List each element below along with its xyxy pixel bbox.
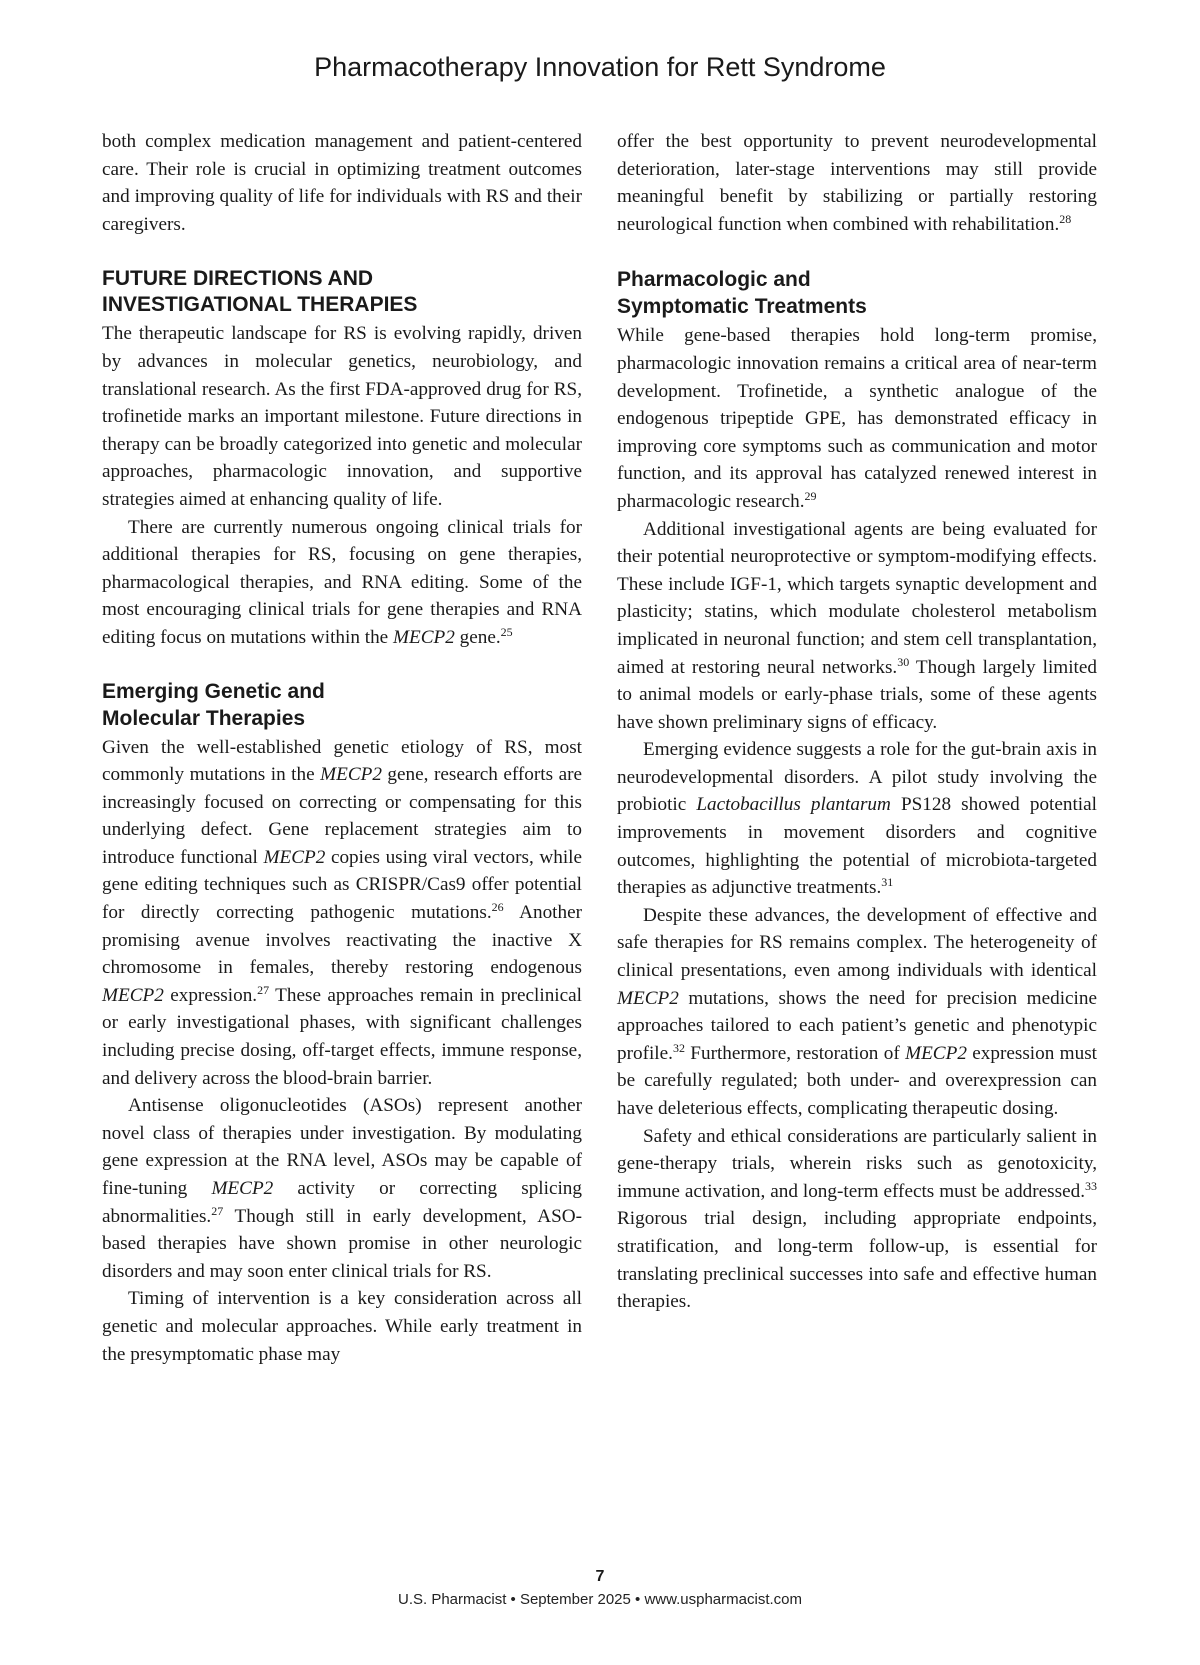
left-column [102, 128, 582, 1368]
reference-26: 26 [491, 900, 504, 915]
subheading-genetic-therapies: Emerging Genetic and Molecular Therapies [102, 679, 325, 730]
running-title: Pharmacotherapy Innovation for Rett Syndrome [314, 52, 886, 82]
reference-27: 27 [257, 982, 270, 997]
reference-31: 31 [881, 875, 894, 890]
paragraph-despite: Despite these advances, the development of effective and safe therapies for RS remains complex. The heterogeneity of clinical presentations, even among individuals with identical MECP2 mutations, shows the need for precision medicine approaches tailored to each patient’s genetic and phenotypic profile.$^{32}$ Furthermore, restoration of MECP2 expression must be carefully regulated; both under- and overexpression can have deleterious effects, complicating therapeutic dosing. [617, 904, 1097, 1119]
right-column [617, 128, 1097, 1316]
paragraph-trials: There are currently numerous ongoing clinical trials for additional therapies for RS, focusing on gene therapies, pharmacological therapies, and RNA editing. Some of the most encouraging clinical trials for gene therapies and RNA editing focus on mutations within the MECP2 gene.$^{25}$ [102, 516, 582, 648]
paragraph-gut-brain: Emerging evidence suggests a role for the gut-brain axis in neurodevelopmental disorders. A pilot study involving the probiotic Lactobacillus plantarum PS128 showed potential improvements in movement disorders and cognitive outcomes, highlighting the potential of microbiota-targeted therapies as adjunctive treatments.$^{31}$ [617, 739, 1097, 899]
paragraph-pharmacologic: While gene-based therapies hold long-term promise, pharmacologic innovation remains a critical area of near-term development. Trofinetide, a synthetic analogue of the endogenous tripeptide GPE, has demonstrated efficacy in improving core symptoms such as communication and motor function, and its approval has catalyzed renewed interest in pharmacologic research.$^{29}$ [617, 325, 1097, 512]
publication-footer: U.S. Pharmacist • September 2025 • www.uspharmacist.com [398, 1591, 802, 1608]
paragraph-aso: Antisense oligonucleotides (ASOs) represent another novel class of therapies under investigation. By modulating gene expression at the RNA level, ASOs may be capable of fine-tuning MECP2 activity or correcting splicing abnormalities.$^{27}$ Though still in early development, ASO-based therapies have shown promise in other neurologic disorders and may soon enter clinical trials for RS. [102, 1095, 582, 1282]
paragraph-intro: both complex medication management and patient-centered care. Their role is crucial in optimizing treatment outcomes and improving quality of life for individuals with RS and their caregivers. [102, 131, 582, 235]
paragraph-agents: Additional investigational agents are being evaluated for their potential neuroprotective or symptom-modifying effects. These include IGF-1, which targets synaptic development and plasticity; statins, which modulate cholesterol metabolism implicated in neuronal function; and stem cell transplantation, aimed at restoring neural networks.$^{30}$ Though largely limited to animal models or early-phase trials, some of these agents have shown preliminary signs of efficacy. [617, 518, 1097, 733]
paragraph-genetic: Given the well-established genetic etiology of RS, most commonly mutations in the MECP2 gene, research efforts are increasingly focused on correcting or compensating for this underlying defect. Gene replacement strategies aim to introduce functional MECP2 copies using viral vectors, while gene editing techniques such as CRISPR/Cas9 offer potential for directly correcting pathogenic mutations.$^{26}$ Another promising avenue involves reactivating the inactive X chromosome in females, thereby restoring endogenous MECP2 expression.$^{27}$ These approaches remain in preclinical or early investigational phases, with significant challenges including precise dosing, off-target effects, immune response, and delivery across the blood-brain barrier. [102, 736, 583, 1089]
reference-28: 28 [1059, 211, 1072, 226]
paragraph-safety: Safety and ethical considerations are particularly salient in gene-therapy trials, wherein risks such as genotoxicity, immune activation, and long-term effects must be addressed.$^{33}$ Rigorous trial design, including appropriate endpoints, stratification, and long-term follow-up, is essential for translating preclinical successes into safe and effective human therapies. [617, 1125, 1097, 1313]
reference-25: 25 [500, 624, 513, 639]
paragraph-timing: Timing of intervention is a key consideration across all genetic and molecular approaches. While early treatment in the presymptomatic phase may [102, 1288, 582, 1365]
reference-32: 32 [672, 1040, 685, 1055]
subheading-pharmacologic-treatments: Pharmacologic and Symptomatic Treatments [617, 268, 867, 319]
reference-33: 33 [1085, 1178, 1097, 1193]
reference-27: 27 [211, 1203, 224, 1218]
paragraph-continued: offer the best opportunity to prevent neurodevelopmental deterioration, later-stage interventions may still provide meaningful benefit by stabilizing or partially restoring neurological function when combined with rehabilitation.$^{28}$ [617, 131, 1097, 235]
paragraph-future: The therapeutic landscape for RS is evolving rapidly, driven by advances in molecular genetics, neurobiology, and translational research. As the first FDA-approved drug for RS, trofinetide marks an important milestone. Future directions in therapy can be broadly categorized into genetic and molecular approaches, pharmacologic innovation, and supportive strategies aimed at enhancing quality of life. [102, 323, 582, 510]
section-heading-future-directions: FUTURE DIRECTIONS AND INVESTIGATIONAL THERAPIES [102, 267, 418, 317]
reference-30: 30 [897, 654, 910, 669]
page-number: 7 [595, 1568, 605, 1585]
reference-29: 29 [804, 488, 817, 503]
